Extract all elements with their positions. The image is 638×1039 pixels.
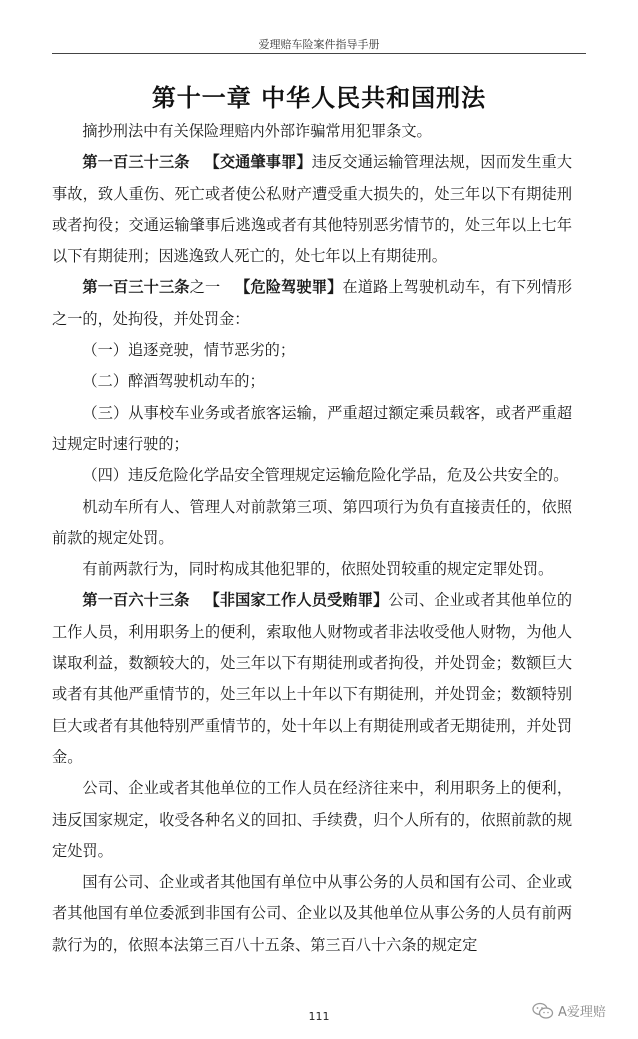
article-133-1-item-4: （四）违反危险化学品安全管理规定运输危险化学品，危及公共安全的。	[82, 466, 569, 485]
article-133-1-number: 第一百三十三条	[82, 278, 190, 297]
article-133-text: 违反交通运输管理法规，因而发生重大事故，致人重伤、死亡或者使公私财产遭受重大损失的，处三年以下有期徒刑或者拘役；交通运输肇事后逃逸或者有其他特别恶劣情节的，处三年以上七年以下有期徒刑；因逃逸致人死亡的，处七年以上有期徒刑。	[52, 153, 573, 266]
article-133-1-item-2: （二）醉酒驾驶机动车的；	[82, 372, 265, 391]
watermark	[532, 1001, 606, 1020]
running-header: 爱理赔车险案件指导手册	[258, 38, 380, 51]
article-163-crime: 【非国家工作人员受贿罪】	[204, 591, 389, 610]
article-163	[52, 585, 572, 773]
watermark-text: A爱理赔	[558, 1005, 606, 1020]
chapter-title: 第十一章 中华人民共和国刑法	[151, 84, 487, 112]
article-133	[52, 147, 572, 272]
article-133-1-para-2: 机动车所有人、管理人对前款第三项、第四项行为负有直接责任的，依照前款的规定处罚。	[52, 497, 572, 547]
article-163-number: 第一百六十三条	[82, 591, 190, 610]
article-133-1-suffix: 之一	[189, 278, 221, 297]
article-133-1-item-3: （三）从事校车业务或者旅客运输，严重超过额定乘员载客，或者严重超过规定时速行驶的；	[52, 403, 572, 453]
article-163-para-3: 国有公司、企业或者其他国有单位中从事公务的人员和国有公司、企业或者其他国有单位委派到非国有公司、企业以及其他单位从事公务的人员有前两款行为的，依照本法第三百八十五条、第三百八十六条的规定定	[52, 873, 572, 954]
article-163-para-2: 公司、企业或者其他单位的工作人员在经济往来中，利用职务上的便利，违反国家规定，收受各种名义的回扣、手续费，归个人所有的，依照前款的规定处罚。	[52, 779, 572, 860]
article-133-1-text: 在道路上驾驶机动车，有下列情形之一的，处拘役，并处罚金：	[52, 278, 573, 328]
article-133-number: 第一百三十三条	[82, 153, 190, 172]
header-rule	[52, 53, 586, 54]
article-133-1-para-3: 有前两款行为，同时构成其他犯罪的，依照处罚较重的规定定罪处罚。	[82, 560, 554, 579]
article-163-text: 公司、企业或者其他单位的工作人员，利用职务上的便利，索取他人财物或者非法收受他人财物，为他人谋取利益，数额较大的，处三年以下有期徒刑或者拘役，并处罚金；数额巨大或者有其他严重情节的，处三年以上十年以下有期徒刑，并处罚金；数额特别巨大或者有其他特别严重情节的，处十年以上有期徒刑或者无期徒刑，并处罚金。	[52, 591, 573, 766]
document-body	[52, 116, 572, 961]
article-133-1-crime: 【危险驾驶罪】	[235, 278, 343, 297]
page-number: 111	[308, 1010, 330, 1023]
intro-paragraph: 摘抄刑法中有关保险理赔内外部诈骗常用犯罪条文。	[82, 122, 432, 140]
wechat-icon	[532, 1002, 554, 1020]
article-133-1	[52, 272, 572, 335]
article-133-crime: 【交通肇事罪】	[204, 153, 312, 172]
article-133-1-item-1: （一）追逐竞驶，情节恶劣的；	[82, 341, 296, 360]
